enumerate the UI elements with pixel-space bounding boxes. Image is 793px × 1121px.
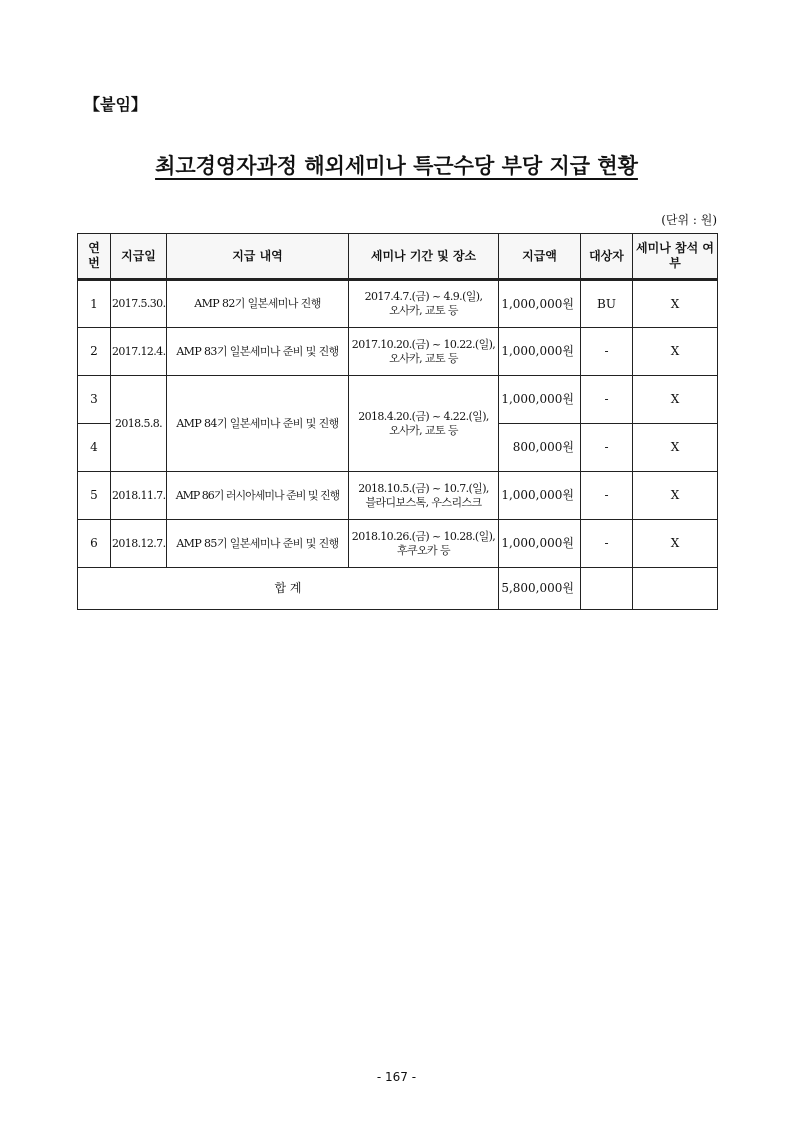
cell-place: 오사카, 교토 등: [389, 351, 458, 365]
cell-details: AMP 83기 일본세미나 준비 및 진행: [167, 328, 349, 376]
table-row: [78, 280, 718, 328]
table-row: [78, 376, 718, 424]
cell-date: 2017.12.4.: [111, 328, 167, 376]
header-target: 대상자: [581, 234, 633, 280]
cell-details: AMP 85기 일본세미나 준비 및 진행: [167, 520, 349, 568]
cell-target: -: [581, 424, 633, 472]
table-header-row: [78, 234, 718, 280]
cell-target: -: [581, 472, 633, 520]
cell-period: 2017.4.7.(금) ~ 4.9.(일),: [364, 290, 483, 304]
cell-period: 2018.10.5.(금) ~ 10.7.(일),: [358, 481, 489, 495]
cell-amount: 1,000,000원: [499, 520, 581, 568]
cell-date: 2018.11.7.: [111, 472, 167, 520]
total-target-empty: [581, 568, 633, 610]
header-amount: 지급액: [499, 234, 581, 280]
table-row: [78, 472, 718, 520]
cell-no: 6: [78, 520, 111, 568]
cell-place: 후쿠오카 등: [396, 543, 451, 557]
header-details: 지급 내역: [167, 234, 349, 280]
cell-amount: 1,000,000원: [499, 376, 581, 424]
cell-period-place: [349, 280, 499, 328]
page-number: - 167 -: [376, 1070, 417, 1084]
cell-date: 2018.5.8.: [111, 376, 167, 472]
cell-no: 4: [78, 424, 111, 472]
header-date: 지급일: [111, 234, 167, 280]
cell-details: AMP 84기 일본세미나 준비 및 진행: [167, 376, 349, 472]
document-title: [0, 150, 793, 180]
cell-place: 블라디보스톡, 우스리스크: [365, 495, 482, 509]
cell-place: 오사카, 교토 등: [389, 304, 458, 317]
payment-table: [77, 233, 718, 610]
cell-amount: 1,000,000원: [499, 472, 581, 520]
total-amount: 5,800,000원: [499, 568, 581, 610]
document-title-text: 최고경영자과정 해외세미나 특근수당 부당 지급 현황: [155, 154, 638, 178]
cell-period-place: [349, 520, 499, 568]
cell-attend: X: [633, 520, 718, 568]
cell-date: 2018.12.7.: [111, 520, 167, 568]
cell-period: 2017.10.20.(금) ~ 10.22.(일),: [351, 337, 496, 351]
cell-attend: X: [633, 376, 718, 424]
total-row: [78, 568, 718, 610]
cell-period-place: [349, 472, 499, 520]
cell-period: 2018.4.20.(금) ~ 4.22.(일),: [358, 409, 489, 423]
cell-target: -: [581, 328, 633, 376]
total-label: 합 계: [78, 568, 499, 610]
table-row: [78, 328, 718, 376]
header-attend: 세미나 참석 여부: [633, 234, 718, 280]
unit-note: (단위 : 원): [661, 213, 717, 227]
cell-details: AMP 86기 러시아세미나 준비 및 진행: [167, 472, 349, 520]
cell-target: -: [581, 376, 633, 424]
header-period-place: 세미나 기간 및 장소: [349, 234, 499, 280]
cell-target: -: [581, 520, 633, 568]
cell-attend: X: [633, 280, 718, 328]
cell-no: 3: [78, 376, 111, 424]
cell-attend: X: [633, 472, 718, 520]
cell-amount: 800,000원: [499, 424, 581, 472]
cell-place: 오사카, 교토 등: [389, 423, 458, 437]
cell-no: 5: [78, 472, 111, 520]
table-row: [78, 520, 718, 568]
attachment-label: 【붙임】: [84, 95, 147, 114]
cell-date: 2017.5.30.: [111, 280, 167, 328]
cell-period: 2018.10.26.(금) ~ 10.28.(일),: [351, 529, 496, 543]
header-no: [78, 234, 111, 280]
header-no-label: 연번: [88, 241, 100, 270]
cell-target: BU: [581, 280, 633, 328]
total-attend-empty: [633, 568, 718, 610]
cell-amount: 1,000,000원: [499, 280, 581, 328]
cell-period-place: [349, 376, 499, 472]
cell-no: 1: [78, 280, 111, 328]
cell-attend: X: [633, 424, 718, 472]
cell-details: AMP 82기 일본세미나 진행: [167, 280, 349, 328]
cell-no: 2: [78, 328, 111, 376]
cell-attend: X: [633, 328, 718, 376]
cell-amount: 1,000,000원: [499, 328, 581, 376]
cell-period-place: [349, 328, 499, 376]
